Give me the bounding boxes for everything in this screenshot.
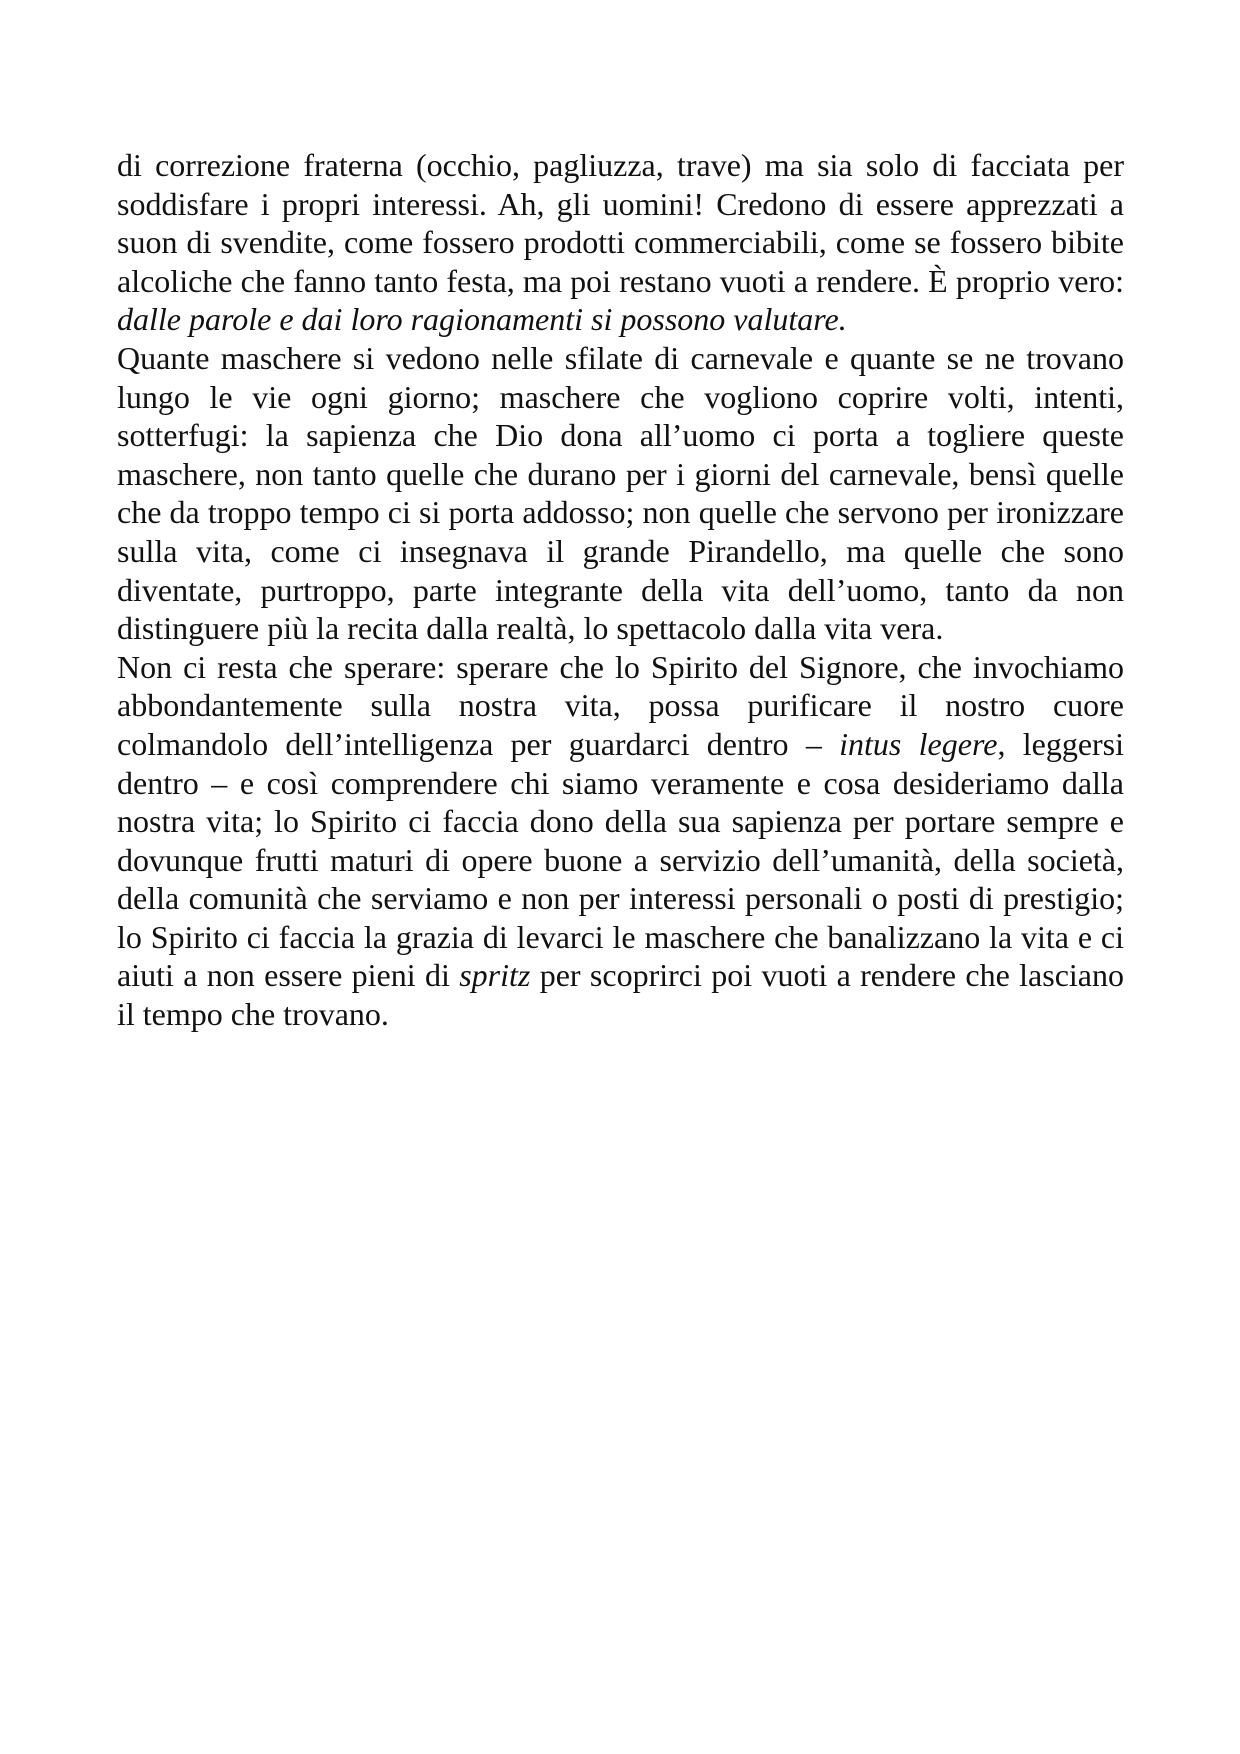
italic-latin-phrase: intus legere	[839, 725, 998, 762]
text-segment: Quante maschere si vedono nelle sfilate di carnevale e quante se ne trovano lungo le vie ogni giorno; maschere che vogliono coprire volti, intenti, sotterfugi: la sapienza che Dio dona all’uomo ci porta a togliere queste maschere, non tanto quelle che durano per i giorni del carnevale, bensì quelle che da troppo tempo ci si porta addosso; non quelle che servono per ironizzare sulla vita, come ci insegnava il grande Pirandello, ma quelle che sono diventate, purtroppo, parte integrante della vita dell’uomo, tanto da non distinguere più la recita dalla realtà, lo spettacolo dalla vita vera.	[117, 339, 1124, 647]
italic-word-spritz: spritz	[459, 957, 531, 994]
text-segment: Non ci resta che sperare: sperare che lo Spirito del Signore, che invochiamo abbondantemente sulla nostra vita, possa purificare il nostro cuore colmandolo dell’intelligenza per guardarci dentro –	[117, 648, 1124, 762]
text-segment: , leggersi dentro – e così comprendere chi siamo veramente e cosa desideriamo dalla nostra vita; lo Spirito ci faccia dono della sua sapienza per portare sempre e dovunque frutti maturi di opere buone a servizio dell’umanità, della società, della comunità che serviamo e non per interessi personali o posti di prestigio; lo Spirito ci faccia la grazia di levarci le maschere che banalizzano la vita e ci aiuti a non essere pieni di	[117, 725, 1125, 994]
paragraph-2	[117, 339, 1124, 648]
body-text	[117, 146, 1124, 1034]
text-segment: di correzione fraterna (occhio, pagliuzza, trave) ma sia solo di facciata per soddisfare i propri interessi. Ah, gli uomini! Credono di essere apprezzati a suon di svendite, come fossero prodotti commerciabili, come se fossero bibite alcoliche che fanno tanto festa, ma poi restano vuoti a rendere. È proprio vero:	[117, 147, 1124, 299]
paragraph-1	[117, 146, 1124, 339]
italic-quote: dalle parole e dai loro ragionamenti si possono valutare.	[117, 301, 847, 338]
paragraph-3	[117, 648, 1124, 1034]
text-segment: per scoprirci poi vuoti a rendere che lasciano il tempo che trovano.	[117, 957, 1125, 1033]
